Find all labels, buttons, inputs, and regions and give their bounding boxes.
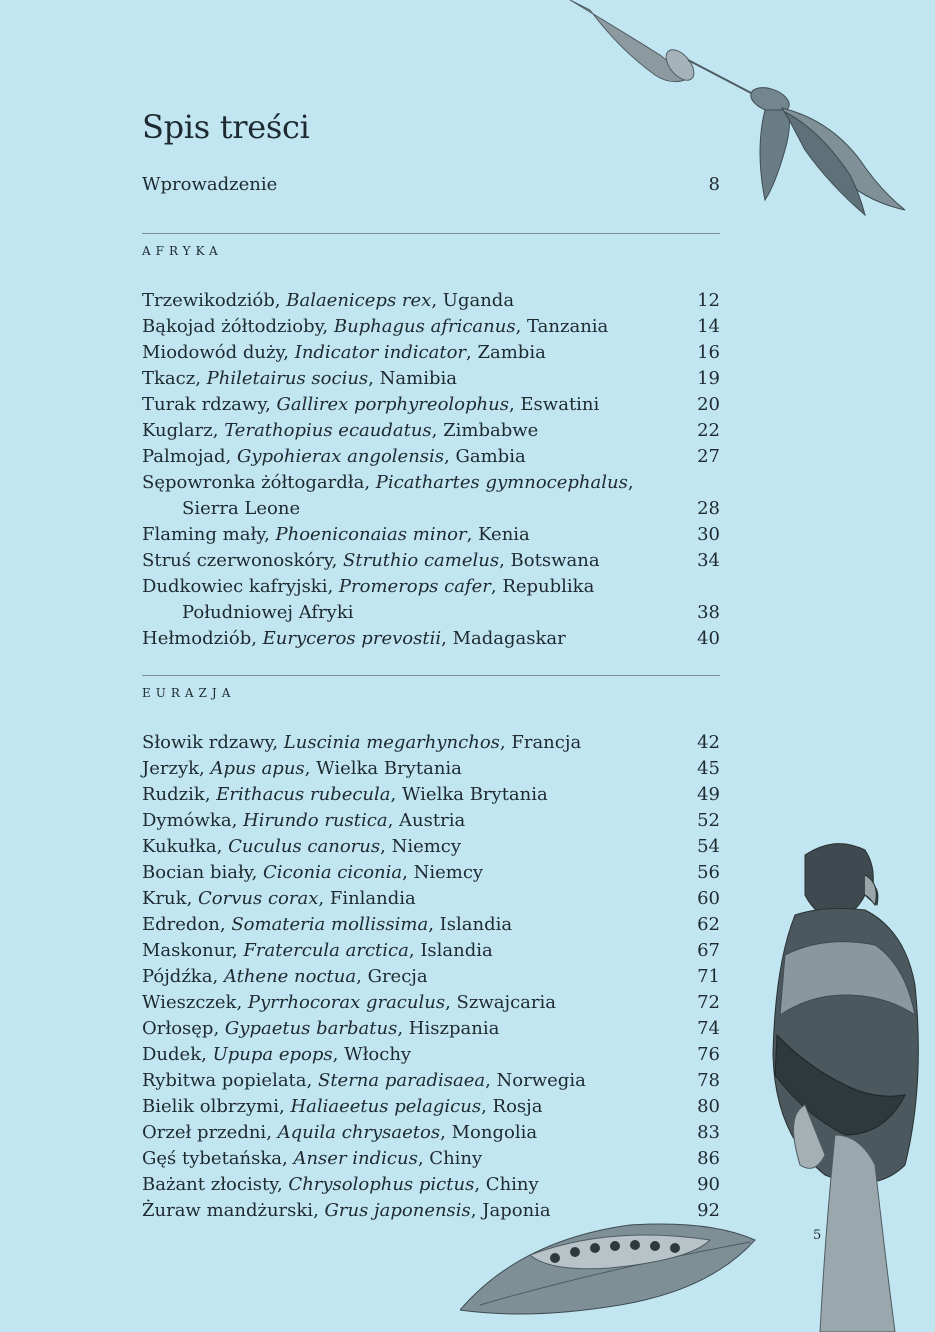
- entry-title: Kuglarz, Terathopius ecaudatus, Zimbabwe: [142, 420, 539, 441]
- entry-title: Pójdźka, Athene noctua, Grecja: [142, 966, 428, 987]
- page-number: 12: [697, 290, 720, 311]
- page-number: 67: [697, 940, 720, 961]
- common-name: Bażant złocisty: [142, 1174, 277, 1195]
- toc-entry: [142, 860, 720, 886]
- section-label-eurazja: EURAZJA: [142, 686, 236, 700]
- common-name: Dudkowiec kafryjski: [142, 576, 328, 597]
- country-name: Islandia: [420, 940, 493, 961]
- entry-title: Kukułka, Cuculus canorus, Niemcy: [142, 836, 462, 857]
- latin-name: Anser indicus: [293, 1148, 418, 1169]
- entry-title: Miodowód duży, Indicator indicator, Zambia: [142, 342, 546, 363]
- toc-entry: [142, 990, 720, 1016]
- page-number: 56: [697, 862, 720, 883]
- common-name: Rudzik: [142, 784, 205, 805]
- page-number: 74: [697, 1018, 720, 1039]
- toc-entry: [142, 834, 720, 860]
- toc-entry: [142, 340, 720, 366]
- entry-title: Żuraw mandżurski, Grus japonensis, Japonia: [142, 1200, 551, 1221]
- country-name: Eswatini: [520, 394, 600, 415]
- toc-entry: [142, 522, 720, 548]
- common-name: Bielik olbrzymi: [142, 1096, 279, 1117]
- latin-name: Somateria mollissima: [231, 914, 429, 935]
- latin-name: Phoeniconaias minor: [275, 524, 467, 545]
- page-number: 16: [697, 342, 720, 363]
- country-name: Mongolia: [451, 1122, 538, 1143]
- common-name: Rybitwa popielata: [142, 1070, 307, 1091]
- latin-name: Fratercula arctica: [243, 940, 409, 961]
- toc-entry: [142, 756, 720, 782]
- entry-title: Struś czerwonoskóry, Struthio camelus, Botswana: [142, 550, 600, 571]
- latin-name: Terathopius ecaudatus: [224, 420, 432, 441]
- latin-name: Hirundo rustica: [243, 810, 388, 831]
- page-number: 52: [697, 810, 720, 831]
- page-number: 80: [697, 1096, 720, 1117]
- common-name: Edredon: [142, 914, 220, 935]
- toc-entry: [142, 1042, 720, 1068]
- entry-title: Maskonur, Fratercula arctica, Islandia: [142, 940, 493, 961]
- entry-title: Słowik rdzawy, Luscinia megarhynchos, Francja: [142, 732, 582, 753]
- toc-list-eurazja: [142, 730, 720, 1224]
- page-number: 72: [697, 992, 720, 1013]
- entry-title: Bielik olbrzymi, Haliaeetus pelagicus, Rosja: [142, 1096, 543, 1117]
- entry-title: Bażant złocisty, Chrysolophus pictus, Chiny: [142, 1174, 539, 1195]
- country-name: Norwegia: [496, 1070, 586, 1091]
- country-name: Finlandia: [329, 888, 416, 909]
- country-name: Wielka Brytania: [316, 758, 462, 779]
- country-name: Hiszpania: [408, 1018, 500, 1039]
- toc-entry: [142, 314, 720, 340]
- toc-entry: [142, 470, 720, 522]
- common-name: Kruk: [142, 888, 187, 909]
- latin-name: Gypohierax angolensis: [236, 446, 445, 467]
- country-name: Chiny: [429, 1148, 483, 1169]
- toc-entry: [142, 912, 720, 938]
- page-number: 38: [697, 602, 720, 623]
- latin-name: Haliaeetus pelagicus: [290, 1096, 482, 1117]
- latin-name: Euryceros prevostii: [262, 628, 442, 649]
- entry-title: Orzeł przedni, Aquila chrysaetos, Mongolia: [142, 1122, 538, 1143]
- common-name: Wieszczek: [142, 992, 237, 1013]
- entry-title: Dudek, Upupa epops, Włochy: [142, 1044, 412, 1065]
- toc-entry: [142, 392, 720, 418]
- entry-title: Trzewikodziób, Balaeniceps rex, Uganda: [142, 290, 515, 311]
- entry-title: Tkacz, Philetairus socius, Namibia: [142, 368, 457, 389]
- page-number: 76: [697, 1044, 720, 1065]
- country-name: Namibia: [379, 368, 457, 389]
- country-name: Zambia: [477, 342, 546, 363]
- latin-name: Sterna paradisaea: [317, 1070, 486, 1091]
- entry-title: Kruk, Corvus corax, Finlandia: [142, 888, 416, 909]
- common-name: Orłosęp: [142, 1018, 214, 1039]
- page-number: 20: [697, 394, 720, 415]
- latin-name: Indicator indicator: [294, 342, 467, 363]
- section-divider: [142, 233, 720, 234]
- entry-title: Orłosęp, Gypaetus barbatus, Hiszpania: [142, 1018, 500, 1039]
- common-name: Żuraw mandżurski: [142, 1200, 314, 1221]
- entry-title: Wieszczek, Pyrrhocorax graculus, Szwajcaria: [142, 992, 556, 1013]
- toc-entry: [142, 1068, 720, 1094]
- country-name: Szwajcaria: [456, 992, 556, 1013]
- country-name: Sierra Leone: [182, 498, 301, 519]
- section-label-afryka: AFRYKA: [142, 244, 223, 258]
- toc-entry-intro: [142, 174, 720, 195]
- country-name: Uganda: [442, 290, 515, 311]
- common-name: Słowik rdzawy: [142, 732, 273, 753]
- entry-title: Flaming mały, Phoeniconaias minor, Kenia: [142, 524, 530, 545]
- page-number: 8: [708, 174, 720, 195]
- country-name: Austria: [399, 810, 466, 831]
- country-name: Botswana: [510, 550, 600, 571]
- page-number: 40: [697, 628, 720, 649]
- entry-title: Palmojad, Gypohierax angolensis, Gambia: [142, 446, 526, 467]
- entry-title: Edredon, Somateria mollissima, Islandia: [142, 914, 513, 935]
- page-number: 49: [697, 784, 720, 805]
- country-name: Madagaskar: [452, 628, 566, 649]
- country-name: Islandia: [439, 914, 513, 935]
- common-name: Sępowronka żółtogardła: [142, 472, 365, 493]
- common-name: Miodowód duży: [142, 342, 284, 363]
- common-name: Flaming mały: [142, 524, 265, 545]
- common-name: Bąkojad żółtodzioby: [142, 316, 323, 337]
- toc-entry: [142, 964, 720, 990]
- latin-name: Struthio camelus: [343, 550, 500, 571]
- common-name: Maskonur: [142, 940, 232, 961]
- section-divider: [142, 675, 720, 676]
- common-name: Gęś tybetańska: [142, 1148, 283, 1169]
- toc-entry: [142, 938, 720, 964]
- page-number: 27: [697, 446, 720, 467]
- page-number: 83: [697, 1122, 720, 1143]
- toc-entry: [142, 1094, 720, 1120]
- page-number: 45: [697, 758, 720, 779]
- page-number: 90: [697, 1174, 720, 1195]
- common-name: Pójdźka: [142, 966, 213, 987]
- latin-name: Philetairus socius: [206, 368, 369, 389]
- common-name: Hełmodziób: [142, 628, 252, 649]
- page-number: 86: [697, 1148, 720, 1169]
- toc-entry: [142, 574, 720, 626]
- page-number: 28: [697, 498, 720, 519]
- common-name: Struś czerwonoskóry: [142, 550, 332, 571]
- page-number: 78: [697, 1070, 720, 1091]
- common-name: Palmojad: [142, 446, 226, 467]
- latin-name: Picathartes gymnocephalus: [375, 472, 628, 493]
- latin-name: Apus apus: [210, 758, 305, 779]
- toc-entry: [142, 1016, 720, 1042]
- entry-title: Dudkowiec kafryjski, Promerops cafer, Republika Południowej Afryki: [142, 576, 595, 623]
- country-name: Tanzania: [527, 316, 609, 337]
- toc-entry: [142, 730, 720, 756]
- country-name: Niemcy: [391, 836, 462, 857]
- entry-title: Dymówka, Hirundo rustica, Austria: [142, 810, 466, 831]
- page-number: 22: [697, 420, 720, 441]
- page-number: 34: [697, 550, 720, 571]
- toc-entry: [142, 418, 720, 444]
- entry-title: Bocian biały, Ciconia ciconia, Niemcy: [142, 862, 484, 883]
- latin-name: Grus japonensis: [324, 1200, 471, 1221]
- country-name-cont: Południowej Afryki: [182, 602, 354, 623]
- common-name: Turak rdzawy: [142, 394, 266, 415]
- common-name: Orzeł przedni: [142, 1122, 267, 1143]
- country-name: Chiny: [485, 1174, 539, 1195]
- eagle-illustration: [765, 835, 935, 1332]
- page-number: 54: [697, 836, 720, 857]
- country-name: Japonia: [482, 1200, 551, 1221]
- country-name: Gambia: [455, 446, 526, 467]
- country-name: Zimbabwe: [443, 420, 539, 441]
- latin-name: Athene noctua: [223, 966, 357, 987]
- entry-title: Gęś tybetańska, Anser indicus, Chiny: [142, 1148, 483, 1169]
- toc-entry: [142, 366, 720, 392]
- page-number-folio: 5: [813, 1228, 822, 1243]
- latin-name: Promerops cafer: [338, 576, 491, 597]
- latin-name: Erithacus rubecula: [216, 784, 391, 805]
- country-name: Francja: [511, 732, 582, 753]
- entry-title: Rudzik, Erithacus rubecula, Wielka Brytania: [142, 784, 548, 805]
- toc-entry: [142, 626, 720, 652]
- entry-title: Turak rdzawy, Gallirex porphyreolophus, Eswatini: [142, 394, 600, 415]
- page-number: 42: [697, 732, 720, 753]
- page-title: Spis treści: [142, 108, 310, 146]
- latin-name: Luscinia megarhynchos: [283, 732, 500, 753]
- entry-title: Sępowronka żółtogardła, Picathartes gymnocephalus, Sierra Leone: [142, 472, 634, 519]
- entry-title: Bąkojad żółtodzioby, Buphagus africanus, Tanzania: [142, 316, 609, 337]
- toc-entry: [142, 782, 720, 808]
- toc-entry: [142, 886, 720, 912]
- latin-name: Balaeniceps rex: [286, 290, 432, 311]
- country-name: Republika: [502, 576, 595, 597]
- common-name: Tkacz: [142, 368, 196, 389]
- latin-name: Cuculus canorus: [228, 836, 381, 857]
- page-number: 92: [697, 1200, 720, 1221]
- toc-list-afryka: [142, 288, 720, 652]
- hummingbird-illustration: [560, 0, 935, 230]
- country-name: Włochy: [344, 1044, 412, 1065]
- common-name: Jerzyk: [142, 758, 200, 779]
- latin-name: Buphagus africanus: [333, 316, 516, 337]
- common-name: Kukułka: [142, 836, 217, 857]
- page-number: 62: [697, 914, 720, 935]
- common-name: Dymówka: [142, 810, 232, 831]
- page-number: 30: [697, 524, 720, 545]
- latin-name: Pyrrhocorax graculus: [247, 992, 446, 1013]
- country-name: Rosja: [492, 1096, 543, 1117]
- common-name: Trzewikodziób: [142, 290, 275, 311]
- entry-label: Wprowadzenie: [142, 174, 278, 195]
- page-number: 19: [697, 368, 720, 389]
- latin-name: Upupa epops: [212, 1044, 333, 1065]
- page-number: 71: [697, 966, 720, 987]
- latin-name: Gallirex porphyreolophus: [276, 394, 509, 415]
- entry-title: Rybitwa popielata, Sterna paradisaea, Norwegia: [142, 1070, 586, 1091]
- latin-name: Corvus corax: [198, 888, 319, 909]
- common-name: Bocian biały: [142, 862, 252, 883]
- country-name: Kenia: [478, 524, 530, 545]
- toc-entry: [142, 548, 720, 574]
- toc-entry: [142, 444, 720, 470]
- country-name: Wielka Brytania: [401, 784, 548, 805]
- toc-entry: [142, 1146, 720, 1172]
- caterpillar-leaf-illustration: [460, 1200, 760, 1332]
- toc-entry: [142, 808, 720, 834]
- latin-name: Chrysolophus pictus: [288, 1174, 475, 1195]
- toc-entry: [142, 1172, 720, 1198]
- entry-title: Jerzyk, Apus apus, Wielka Brytania: [142, 758, 462, 779]
- toc-entry: [142, 1120, 720, 1146]
- latin-name: Aquila chrysaetos: [277, 1122, 441, 1143]
- common-name: Kuglarz: [142, 420, 213, 441]
- country-name: Grecja: [367, 966, 428, 987]
- entry-title: Hełmodziób, Euryceros prevostii, Madagaskar: [142, 628, 566, 649]
- latin-name: Gypaetus barbatus: [224, 1018, 398, 1039]
- page-number: 14: [697, 316, 720, 337]
- latin-name: Ciconia ciconia: [263, 862, 403, 883]
- page-number: 60: [697, 888, 720, 909]
- common-name: Dudek: [142, 1044, 202, 1065]
- country-name: Niemcy: [413, 862, 484, 883]
- toc-entry: [142, 288, 720, 314]
